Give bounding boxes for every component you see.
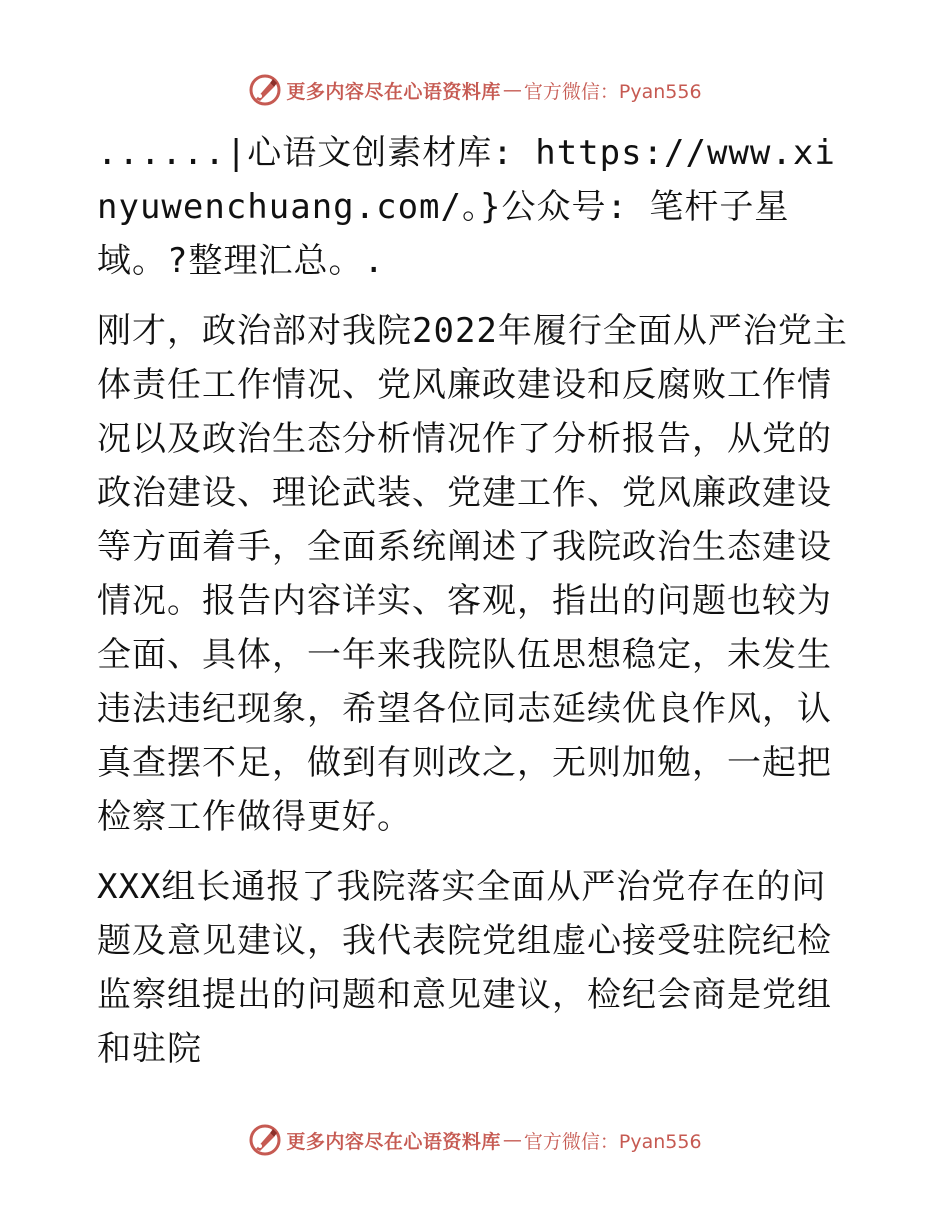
pen-logo-icon xyxy=(248,73,282,107)
header-banner-dash: — xyxy=(502,79,522,101)
paragraph-group-leader-notice: XXX组长通报了我院落实全面从严治党存在的问题及意见建议，我代表院党组虚心接受驻院纪检监察组提出的问题和意见建议，检纪会商是党组和驻院 xyxy=(97,867,832,1069)
header-banner-wechat: 官方微信：Pyan556 xyxy=(523,80,702,103)
footer-banner-wechat: 官方微信：Pyan556 xyxy=(523,1130,702,1153)
paragraph-source-note: ......|心语文创素材库: https://www.xinyuwenchuang.com/。}公众号: 笔杆子星域。?整理汇总。. xyxy=(97,133,836,281)
paragraph-report-summary: 刚才，政治部对我院2022年履行全面从严治党主体责任工作情况、党风廉政建设和反腐败工作情况以及政治生态分析情况作了分析报告，从党的政治建设、理论武装、党建工作、党风廉政建设等方面着手，全面系统阐述了我院政治生态建设情况。报告内容详实、客观，指出的问题也较为全面、具体，一年来我院队伍思想稳定，未发生违法违纪现象，希望各位同志延续优良作风，认真查摆不足，做到有则改之，无则加勉，一起把检察工作做得更好。 xyxy=(97,311,848,837)
header-banner-text: 更多内容尽在心语资料库 xyxy=(286,80,501,103)
footer-banner-text: 更多内容尽在心语资料库 xyxy=(286,1130,501,1153)
pen-logo-icon xyxy=(248,1123,282,1157)
document-body xyxy=(97,126,849,1076)
footer-banner xyxy=(0,1122,950,1158)
footer-banner-dash: — xyxy=(502,1129,522,1151)
header-banner xyxy=(0,72,950,108)
